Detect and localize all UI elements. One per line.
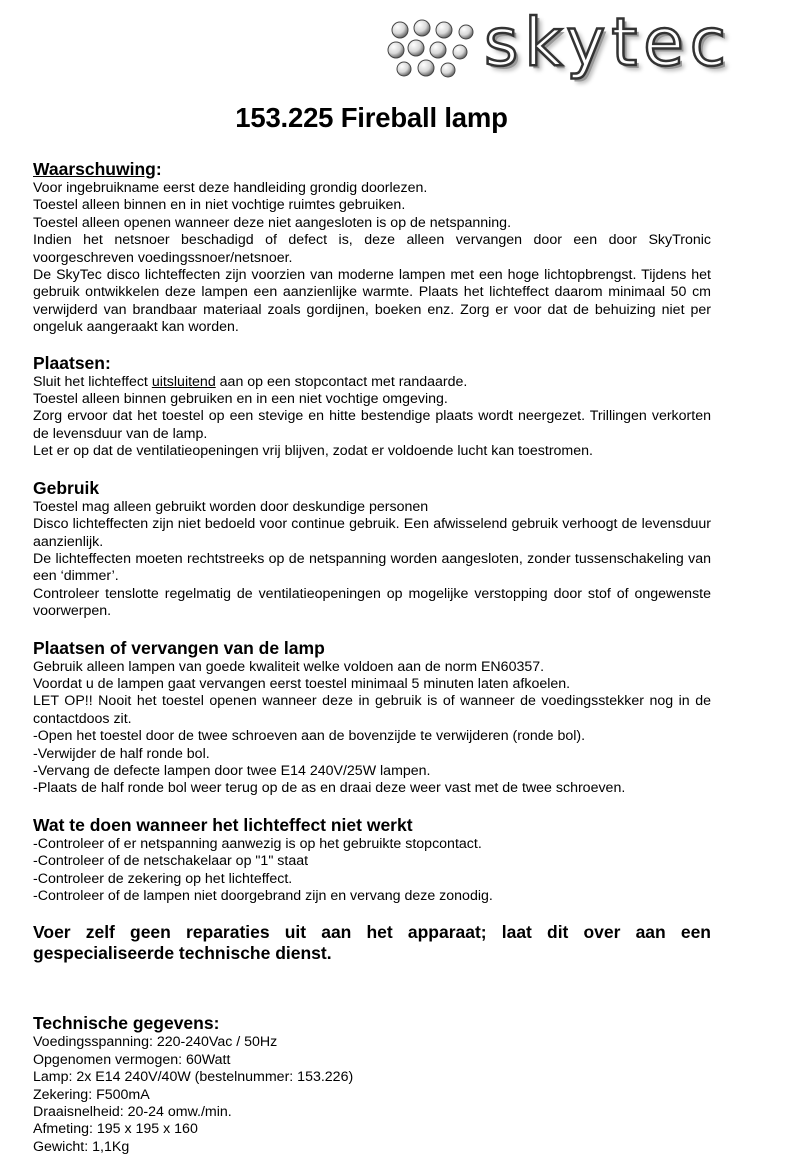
placing-line: Toestel alleen binnen gebruiken en in een niet vochtige omgeving. — [33, 391, 448, 408]
warning-line: Toestel alleen binnen en in niet vochtige ruimtes gebruiken. — [33, 197, 406, 214]
placing-line-start: Sluit het lichteffect — [33, 373, 152, 390]
warning-line: De SkyTec disco lichteffecten zijn voorzien van moderne lampen met een hoge lichtopbrengst. Tijdens het gebruik ontwikkelen deze lampen een aanzienlijke warmte. Plaats het lichteffect daarom minimaal 50 cm verwijderd van brandbaar materiaal zoals gordijnen, boeken enz. Zorg er voor dat de behuizing niet per ongeluk aangeraakt kan worden. — [33, 267, 711, 336]
troubleshoot-heading: Wat te doen wanneer het lichteffect niet werkt — [33, 814, 413, 835]
placing-heading: Plaatsen: — [33, 352, 111, 373]
lamp-line: Gebruik alleen lampen van goede kwaliteit welke voldoen aan de norm EN60357. — [33, 658, 545, 675]
warning-heading — [33, 158, 711, 180]
troubleshoot-line: -Controleer de zekering op het lichteffect. — [33, 870, 293, 887]
lamp-section — [33, 637, 711, 798]
placing-line-emphasis: uitsluitend — [151, 373, 216, 390]
lamp-heading: Plaatsen of vervangen van de lamp — [33, 637, 325, 658]
placing-line-end: aan op een stopcontact met randaarde. — [215, 373, 468, 390]
lamp-line: -Vervang de defecte lampen door twee E14 240V/25W lampen. — [33, 762, 431, 779]
warning-line: Voor ingebruikname eerst deze handleiding grondig doorlezen. — [33, 180, 428, 196]
spec-line: Lamp: 2x E14 240V/40W (bestelnummer: 153.226) — [33, 1069, 354, 1086]
specs-section — [33, 1012, 711, 1156]
manual-body — [33, 158, 711, 1156]
specs-heading: Technische gegevens: — [33, 1013, 220, 1034]
warning-line: Indien het netsnoer beschadigd of defect is, deze alleen vervangen door een door SkyTronic voorgeschreven voedingssnoer/netsnoer. — [33, 232, 711, 266]
brand-name: skytec — [484, 4, 733, 81]
warning-heading-text: Waarschuwing — [33, 159, 156, 179]
page-title: 153.225 Fireball lamp — [235, 102, 508, 133]
usage-line: Toestel mag alleen gebruikt worden door deskundige personen — [33, 498, 429, 515]
warning-heading-colon: : — [155, 159, 162, 179]
skytec-logo — [386, 4, 778, 86]
usage-line: Disco lichteffecten zijn niet bedoeld voor continue gebruik. Een afwisselend gebruik verhoogt de levensduur aanzienlijk. — [33, 516, 711, 550]
spec-line: Voedingsspanning: 220-240Vac / 50Hz — [33, 1034, 278, 1051]
usage-line: De lichteffecten moeten rechtstreeks op de netspanning worden aangesloten, zonder tussenschakeling van een ‘dimmer’. — [33, 550, 711, 585]
troubleshoot-section — [33, 814, 711, 906]
placing-line — [33, 374, 711, 391]
skytec-dots-icon — [386, 16, 478, 80]
troubleshoot-line: -Controleer of er netspanning aanwezig is op het gebruikte stopcontact. — [33, 835, 482, 852]
warning-section — [33, 158, 711, 337]
placing-line: Let er op dat de ventilatieopeningen vrij blijven, zodat er voldoende lucht kan toestromen. — [33, 443, 593, 460]
lamp-line: -Verwijder de half ronde bol. — [33, 745, 210, 762]
lamp-line: LET OP!! Nooit het toestel openen wanneer deze in gebruik is of wanneer de voedingsstekker nog in de contactdoos zit. — [33, 693, 711, 727]
lamp-line: Voordat u de lampen gaat vervangen eerst toestel minimaal 5 minuten laten afkoelen. — [33, 675, 571, 692]
spec-line: Opgenomen vermogen: 60Watt — [33, 1051, 231, 1068]
spec-line: Afmeting: 195 x 195 x 160 — [33, 1121, 198, 1138]
warning-line: Toestel alleen openen wanneer deze niet aangesloten is op de netspanning. — [33, 214, 512, 231]
spec-line: Zekering: F500mA — [33, 1086, 150, 1103]
usage-heading: Gebruik — [33, 477, 100, 498]
usage-section — [33, 477, 711, 621]
troubleshoot-line: -Controleer of de netschakelaar op "1" staat — [33, 853, 309, 870]
usage-line: Controleer tenslotte regelmatig de ventilatieopeningen op mogelijke verstopping door stof of ongewenste voorwerpen. — [33, 585, 711, 620]
troubleshoot-line: -Controleer of de lampen niet doorgebrand zijn en vervang deze zonodig. — [33, 888, 493, 904]
placing-section — [33, 352, 711, 461]
lamp-line: -Open het toestel door de twee schroeven aan de bovenzijde te verwijderen (ronde bol). — [33, 728, 586, 745]
spec-line: Draaisnelheid: 20-24 omw./min. — [33, 1104, 232, 1121]
spec-line: Gewicht: 1,1Kg — [33, 1138, 130, 1155]
placing-line: Zorg ervoor dat het toestel op een stevige en hitte bestendige plaats wordt neergezet. Trillingen verkorten de levensduur van de lamp. — [33, 408, 711, 442]
lamp-line: -Plaats de half ronde bol weer terug op de as en draai deze weer vast met de twee schroeven. — [33, 780, 626, 797]
no-repair-warning: Voer zelf geen reparaties uit aan het apparaat; laat dit over aan een gespecialiseerde technische dienst. — [33, 922, 711, 964]
